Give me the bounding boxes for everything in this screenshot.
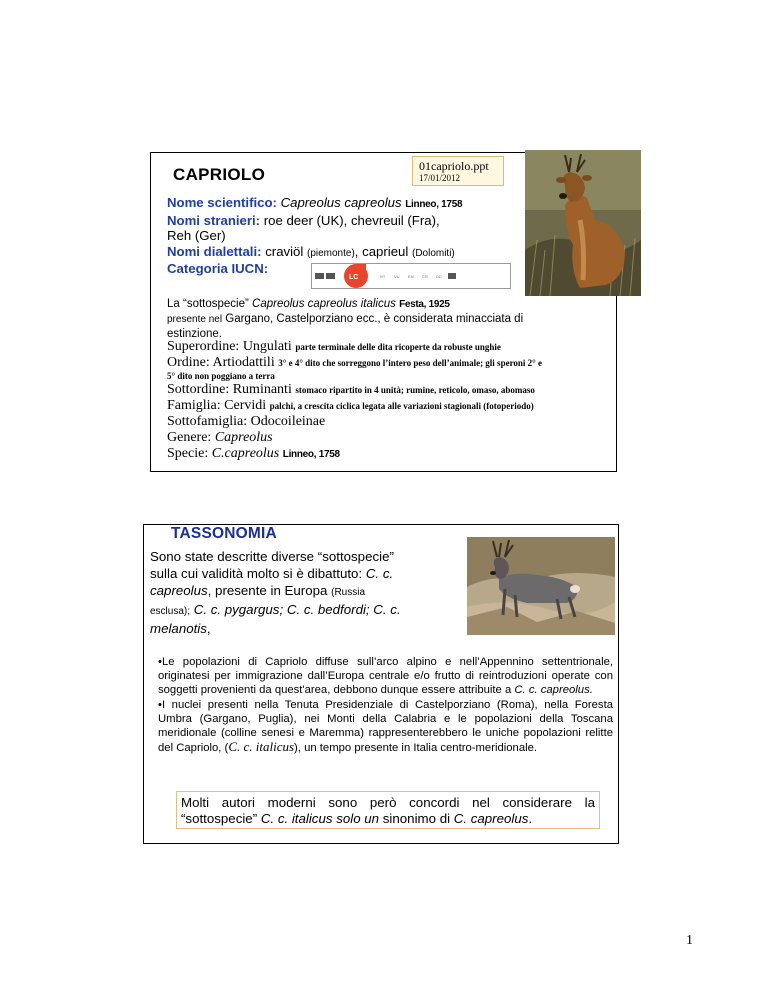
bullet-1-name: C. c. capreolus. bbox=[514, 684, 593, 697]
scientific-name-row bbox=[167, 195, 527, 213]
taxonomy-list bbox=[167, 339, 613, 463]
dialect-names-row: Nomi dialettali: craviöl (piemonte), caprieul (Dolomiti) bbox=[167, 243, 455, 259]
file-date: 17/01/2012 bbox=[419, 173, 461, 183]
dialect-2: caprieul bbox=[362, 243, 409, 259]
slide-title: TASSONOMIA bbox=[171, 525, 277, 542]
genere-row bbox=[167, 430, 613, 446]
sottordine-row bbox=[167, 382, 613, 398]
sottordine-note: stomaco ripartito in 4 unità; rumine, reticolo, omaso, abomaso bbox=[295, 385, 535, 395]
sub-name: Capreolus capreolus italicus bbox=[252, 298, 396, 310]
ordine: Ordine: Artiodattili bbox=[167, 355, 275, 370]
iucn-scale-graphic bbox=[311, 263, 511, 289]
dialect-2-region: (Dolomiti) bbox=[411, 247, 455, 259]
specie-label: Specie: bbox=[167, 446, 209, 461]
bullet-1-text: •Le popolazioni di Capriolo diffuse sull’arco alpino e nell’Appennino settentrionale, originatesi per immigrazione dall’Europa centrale e/o frutto di reintroduzioni operate con soggetti provenienti da quest'area, debbono dunque essere attribuite a bbox=[158, 656, 613, 697]
intro-4b: C. c. pygargus; C. c. bedfordi; C. c. bbox=[193, 602, 401, 617]
bullet-2 bbox=[158, 698, 613, 756]
superordine-note: parte terminale delle dita ricoperte da robuste unghie bbox=[295, 342, 501, 352]
ordine-note-2: 5° dito non poggiano a terra bbox=[167, 371, 275, 381]
intro-2b: C. c. bbox=[365, 566, 394, 581]
iucn-selected: LC bbox=[349, 274, 359, 281]
intro-3c: (Russia bbox=[331, 587, 366, 598]
sub-pre: La “sottospecie” bbox=[167, 298, 249, 310]
svg-text:CR: CR bbox=[422, 274, 428, 279]
intro-paragraph bbox=[150, 548, 470, 637]
sub-author: Festa, 1925 bbox=[399, 299, 450, 310]
famiglia-note: palchi, a crescita ciclica legata alle variazioni stagionali (fotoperiodo) bbox=[269, 401, 534, 411]
intro-3a: capreolus bbox=[150, 583, 208, 598]
roe-deer-photo bbox=[525, 150, 641, 296]
foreign-label: Nomi stranieri: bbox=[167, 212, 261, 228]
specie: C.capreolus bbox=[211, 446, 280, 461]
sub-line3: estinzione. bbox=[167, 328, 222, 340]
intro-5b: , bbox=[206, 621, 211, 636]
iucn-label: Categoria IUCN: bbox=[167, 261, 269, 277]
page-number: 1 bbox=[686, 933, 693, 948]
superordine: Superordine: Ungulati bbox=[167, 339, 292, 354]
svg-text:VU: VU bbox=[394, 274, 400, 279]
scientific-label: Nome scientifico: bbox=[167, 195, 277, 210]
roe-deer-photo-2 bbox=[467, 537, 615, 635]
svg-text:EN: EN bbox=[408, 274, 414, 279]
callout-box bbox=[176, 791, 600, 829]
svg-text:DD: DD bbox=[436, 274, 442, 279]
subspecies-paragraph bbox=[167, 297, 607, 341]
slide-tassonomia bbox=[143, 524, 619, 844]
file-info-box bbox=[412, 156, 504, 186]
slide-capriolo bbox=[150, 152, 617, 472]
superordine-row bbox=[167, 339, 613, 355]
foreign-names-row bbox=[167, 213, 527, 229]
bullet-2-end: ), un tempo presente in Italia centro-meridionale. bbox=[294, 742, 538, 755]
sub-line2-a: presente nel bbox=[167, 314, 223, 325]
intro-4a: esclusa); bbox=[150, 606, 191, 617]
callout-name-1: C. c. italicus solo un bbox=[260, 811, 380, 826]
intro-5: melanotis bbox=[150, 621, 207, 636]
scientific-name: Capreolus capreolus bbox=[280, 195, 402, 210]
scientific-author: Linneo, 1758 bbox=[405, 199, 463, 210]
slide-title: CAPRIOLO bbox=[173, 165, 266, 184]
sottofamiglia: Sottofamiglia: Odocoileinae bbox=[167, 414, 326, 429]
callout-end: . bbox=[528, 811, 533, 826]
svg-text:NT: NT bbox=[380, 274, 386, 279]
foreign-names-1: roe deer (UK), chevreuil (Fra), bbox=[263, 212, 440, 228]
famiglia: Famiglia: Cervidi bbox=[167, 398, 267, 413]
specie-row bbox=[167, 446, 613, 463]
bullet-2-text: •I nuclei presenti nella Tenuta Presidenziale di Castelporziano (Roma), nella Foresta Umbra (Gargano, Puglia), nei Monti della Calabria e le popolazioni della Toscana meridionale (colline senesi e Maremma) rappresenterebbero le uniche popolazioni relitte del Capriolo, ( bbox=[158, 698, 613, 755]
intro-2a: sulla cui validità molto si è dibattuto: bbox=[150, 566, 363, 581]
specie-author: Linneo, 1758 bbox=[282, 449, 340, 460]
dialect-1-region: (piemonte) bbox=[306, 247, 355, 259]
bullet-1 bbox=[158, 655, 613, 698]
genere: Capreolus bbox=[214, 430, 273, 445]
body-paragraphs bbox=[158, 655, 613, 755]
foreign-names-2: Reh (Ger) bbox=[167, 228, 226, 244]
file-name: 01capriolo.ppt bbox=[419, 159, 489, 173]
sottordine: Sottordine: Ruminanti bbox=[167, 382, 292, 397]
ordine-row bbox=[167, 355, 613, 371]
intro-1: Sono state descritte diverse “sottospecie” bbox=[150, 549, 394, 564]
intro-3b: , presente in Europa bbox=[207, 583, 328, 598]
genere-label: Genere: bbox=[167, 430, 212, 445]
callout-name-2: C. capreolus bbox=[453, 811, 529, 826]
callout-text-1: Molti autori moderni sono però concordi nel considerare la “sottospecie” bbox=[181, 795, 595, 826]
callout-mid: sinonimo di bbox=[382, 811, 451, 826]
dialect-label: Nomi dialettali: bbox=[167, 243, 262, 259]
bullet-2-name: C. c. italicus bbox=[228, 739, 295, 755]
famiglia-row bbox=[167, 398, 613, 414]
ordine-note-1: 3° e 4° dito che sorreggono l’intero peso dell’animale; gli speroni 2° e bbox=[278, 358, 542, 368]
dialect-1: craviöl bbox=[265, 243, 304, 259]
sub-line2-b: Gargano, Castelporziano ecc., è considerata minacciata di bbox=[225, 313, 524, 325]
